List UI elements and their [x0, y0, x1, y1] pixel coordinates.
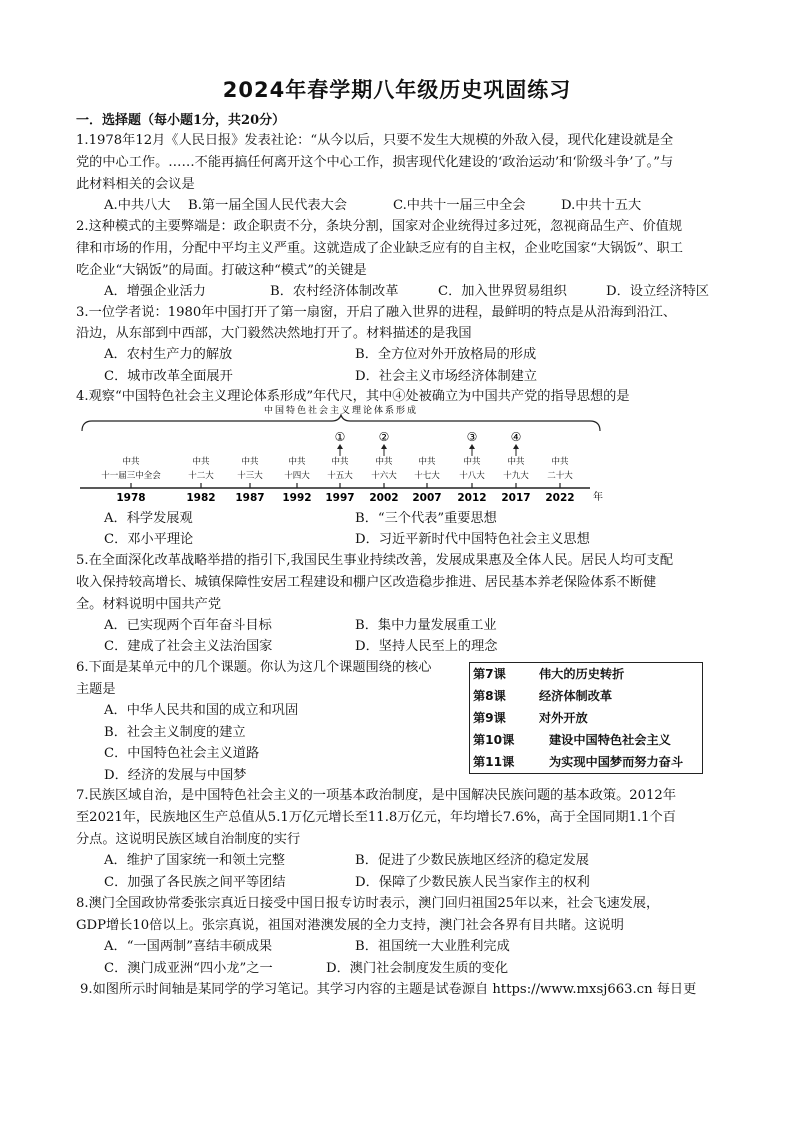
q8-line-2: GDP增长10倍以上。张宗真说，祖国对港澳发展的全力支持，澳门社会各界有目共睹。这说明: [76, 918, 624, 933]
q9-line-1: 9.如图所示时间轴是某同学的学习笔记。其学习内容的主题是试卷源自 https://www.mxsj663.cn 每日更: [80, 982, 697, 997]
timeline-arrowhead: [513, 444, 519, 449]
q4-option-d: D．习近平新时代中国特色社会主义思想: [355, 532, 590, 547]
timeline-year-label: 1987: [235, 492, 265, 503]
timeline-unit: 年: [593, 492, 603, 503]
q2-line-1: 2.这种模式的主要弊端是：政企职责不分，条块分割，国家对企业统得过多过死，忽视商品生产、价值规: [76, 219, 683, 234]
lesson-number: 第7课: [473, 667, 506, 681]
timeline-year-label: 1982: [186, 492, 216, 503]
timeline-meeting-party: 中共: [331, 457, 349, 467]
timeline-title: 中国特色社会主义理论体系形成: [263, 406, 419, 416]
timeline-meeting-name: 十五大: [327, 471, 353, 481]
q4-option-c: C．邓小平理论: [104, 532, 194, 547]
q7-option-b: B．促进了少数民族地区经济的稳定发展: [355, 853, 589, 868]
timeline-marker: ③: [466, 430, 478, 444]
timeline-meeting-party: 中共: [551, 457, 569, 467]
timeline-figure: [76, 403, 606, 503]
timeline-meeting-name: 十四大: [284, 471, 310, 481]
q6-option-c: C．中国特色社会主义道路: [104, 746, 260, 761]
q6-option-a: A．中华人民共和国的成立和巩固: [104, 703, 299, 718]
q7-option-c: C．加强了各民族之间平等团结: [104, 875, 286, 890]
timeline-meeting-party: 中共: [375, 457, 393, 467]
lesson-row: [470, 707, 702, 729]
timeline-marker: ④: [510, 430, 522, 444]
section-heading: 一．选择题（每小题1分，共20分）: [76, 113, 286, 128]
q2-option-a: A．增强企业活力: [104, 284, 206, 299]
q1-option-a: A.中共八大: [104, 198, 171, 213]
q1-option-d: D.中共十五大: [561, 198, 642, 213]
q3-line-2: 沿边，从东部到中西部，大门毅然决然地打开了。材料描述的是我国: [76, 326, 472, 341]
timeline-meeting-name: 十三大: [237, 471, 263, 481]
timeline-year-label: 2012: [457, 492, 487, 503]
q1-option-b: B.第一届全国人民代表大会: [188, 198, 347, 213]
q8-option-c: C．澳门成亚洲“四小龙”之一: [104, 961, 273, 976]
q1-line-3: 此材料相关的会议是: [76, 177, 195, 192]
lesson-number: 第8课: [473, 689, 506, 703]
timeline-meeting-party: 中共: [192, 457, 210, 467]
timeline-meeting-name: 十九大: [503, 471, 529, 481]
timeline-meeting-name: 十八大: [459, 471, 485, 481]
lesson-title: 对外开放: [539, 711, 588, 725]
timeline-marks: [101, 430, 574, 503]
timeline-year-label: 1997: [325, 492, 355, 503]
q3-option-a: A．农村生产力的解放: [104, 347, 233, 362]
q5-line-1: 5.在全面深化改革战略举措的指引下,我国民生事业持续改善，发展成果惠及全体人民。居民人均可支配: [76, 553, 674, 568]
timeline-arrowhead: [337, 444, 343, 449]
timeline-marker: ①: [334, 430, 346, 444]
timeline-meeting-name: 十一届三中全会: [101, 471, 161, 481]
q5-line-3: 全。材料说明中国共产党: [76, 597, 222, 612]
timeline-year-label: 2017: [501, 492, 531, 503]
timeline-meeting-party: 中共: [418, 457, 436, 467]
q2-option-b: B．农村经济体制改革: [270, 284, 399, 299]
timeline-arrowhead: [381, 444, 387, 449]
timeline-meeting-party: 中共: [122, 457, 140, 467]
q3-option-c: C．城市改革全面展开: [104, 369, 233, 384]
timeline-meeting-name: 二十大: [547, 471, 573, 481]
q7-option-d: D．保障了少数民族人民当家作主的权利: [355, 875, 590, 890]
timeline-arrowhead: [469, 444, 475, 449]
page-title: 2024年春学期八年级历史巩固练习: [222, 78, 572, 102]
q4-option-a: A．科学发展观: [104, 511, 193, 526]
lesson-number: 第11课: [473, 755, 515, 769]
q8-option-b: B．祖国统一大业胜利完成: [355, 939, 510, 954]
q2-option-c: C．加入世界贸易组织: [438, 284, 567, 299]
timeline-year-label: 2022: [545, 492, 575, 503]
lesson-row: [470, 751, 702, 773]
q3-option-b: B．全方位对外开放格局的形成: [355, 347, 537, 362]
lesson-list-box: [469, 662, 703, 774]
q2-option-d: D．设立经济特区: [606, 284, 709, 299]
timeline-meeting-party: 中共: [507, 457, 525, 467]
q8-option-a: A．“一国两制”喜结丰硕成果: [104, 939, 273, 954]
q7-line-3: 分点。这说明民族区域自治制度的实行: [76, 832, 301, 847]
q5-line-2: 收入保持较高增长、城镇保障性安居工程建设和棚户区改造稳步推进、居民基本养老保险体系不断健: [76, 575, 657, 590]
timeline-marker: ②: [378, 430, 390, 444]
q1-line-1: 1.1978年12月《人民日报》发表社论：“从今以后，只要不发生大规模的外敌入侵，现代化建设就是全: [76, 133, 674, 148]
timeline-year-label: 1978: [116, 492, 146, 503]
lesson-row: [470, 663, 702, 685]
q7-line-2: 至2021年，民族地区生产总值从5.1万亿元增长至11.8万亿元，年均增长7.6%，高于全国同期1.1个百: [76, 810, 676, 825]
q6-option-b: B．社会主义制度的建立: [104, 725, 246, 740]
lesson-row: [470, 729, 702, 751]
q7-option-a: A．维护了国家统一和领土完整: [104, 853, 285, 868]
q5-option-c: C．建成了社会主义法治国家: [104, 639, 273, 654]
q2-line-3: 吃企业“大锅饭”的局面。打破这种“模式”的关键是: [76, 263, 367, 278]
timeline-meeting-party: 中共: [241, 457, 259, 467]
timeline-meeting-party: 中共: [463, 457, 481, 467]
timeline-brace: [82, 415, 600, 431]
lesson-title: 伟大的历史转折: [539, 667, 625, 681]
timeline-year-label: 2007: [412, 492, 442, 503]
timeline-meeting-name: 十七大: [414, 471, 440, 481]
timeline-year-label: 1992: [282, 492, 312, 503]
q8-option-d: D．澳门社会制度发生质的变化: [326, 961, 509, 976]
q6-line-2: 主题是: [76, 682, 116, 697]
q3-line-1: 3.一位学者说：1980年中国打开了第一扇窗，开启了融入世界的进程，最鲜明的特点是从沿海到沿江、: [76, 305, 677, 320]
timeline-meeting-name: 十六大: [371, 471, 397, 481]
q6-option-d: D．经济的发展与中国梦: [104, 768, 247, 783]
timeline-meeting-name: 十二大: [188, 471, 214, 481]
q1-line-2: 党的中心工作。……不能再搞任何离开这个中心工作，损害现代化建设的‘政治运动’和‘阶级斗争’了。”与: [76, 155, 674, 170]
q3-option-d: D．社会主义市场经济体制建立: [355, 369, 538, 384]
q7-line-1: 7.民族区域自治，是中国特色社会主义的一项基本政治制度，是中国解决民族问题的基本政策。2012年: [76, 788, 677, 803]
q4-line-1: 4.观察“中国特色社会主义理论体系形成”年代尺，其中④处被确立为中国共产党的指导思想的是: [76, 389, 630, 404]
lesson-title: 建设中国特色社会主义: [549, 733, 671, 747]
q5-option-b: B．集中力量发展重工业: [355, 618, 497, 633]
q5-option-a: A．已实现两个百年奋斗目标: [104, 618, 272, 633]
lesson-number: 第10课: [473, 733, 515, 747]
q6-line-1: 6.下面是某单元中的几个课题。你认为这几个课题围绕的核心: [76, 660, 432, 675]
timeline-meeting-party: 中共: [288, 457, 306, 467]
lesson-title: 为实现中国梦而努力奋斗: [549, 755, 684, 769]
timeline-svg: [76, 403, 606, 503]
q1-option-c: C.中共十一届三中全会: [393, 198, 526, 213]
q8-line-1: 8.澳门全国政协常委张宗真近日接受中国日报专访时表示，澳门回归祖国25年以来，社会飞速发展，: [76, 896, 660, 911]
timeline-year-label: 2002: [369, 492, 399, 503]
q4-option-b: B．“三个代表”重要思想: [355, 511, 497, 526]
q2-line-2: 律和市场的作用，分配中平均主义严重。这就造成了企业缺乏应有的自主权，企业吃国家“大锅饭”、职工: [76, 241, 683, 256]
lesson-row: [470, 685, 702, 707]
q5-option-d: D．坚持人民至上的理念: [355, 639, 498, 654]
lesson-number: 第9课: [473, 711, 506, 725]
lesson-title: 经济体制改革: [539, 689, 613, 703]
